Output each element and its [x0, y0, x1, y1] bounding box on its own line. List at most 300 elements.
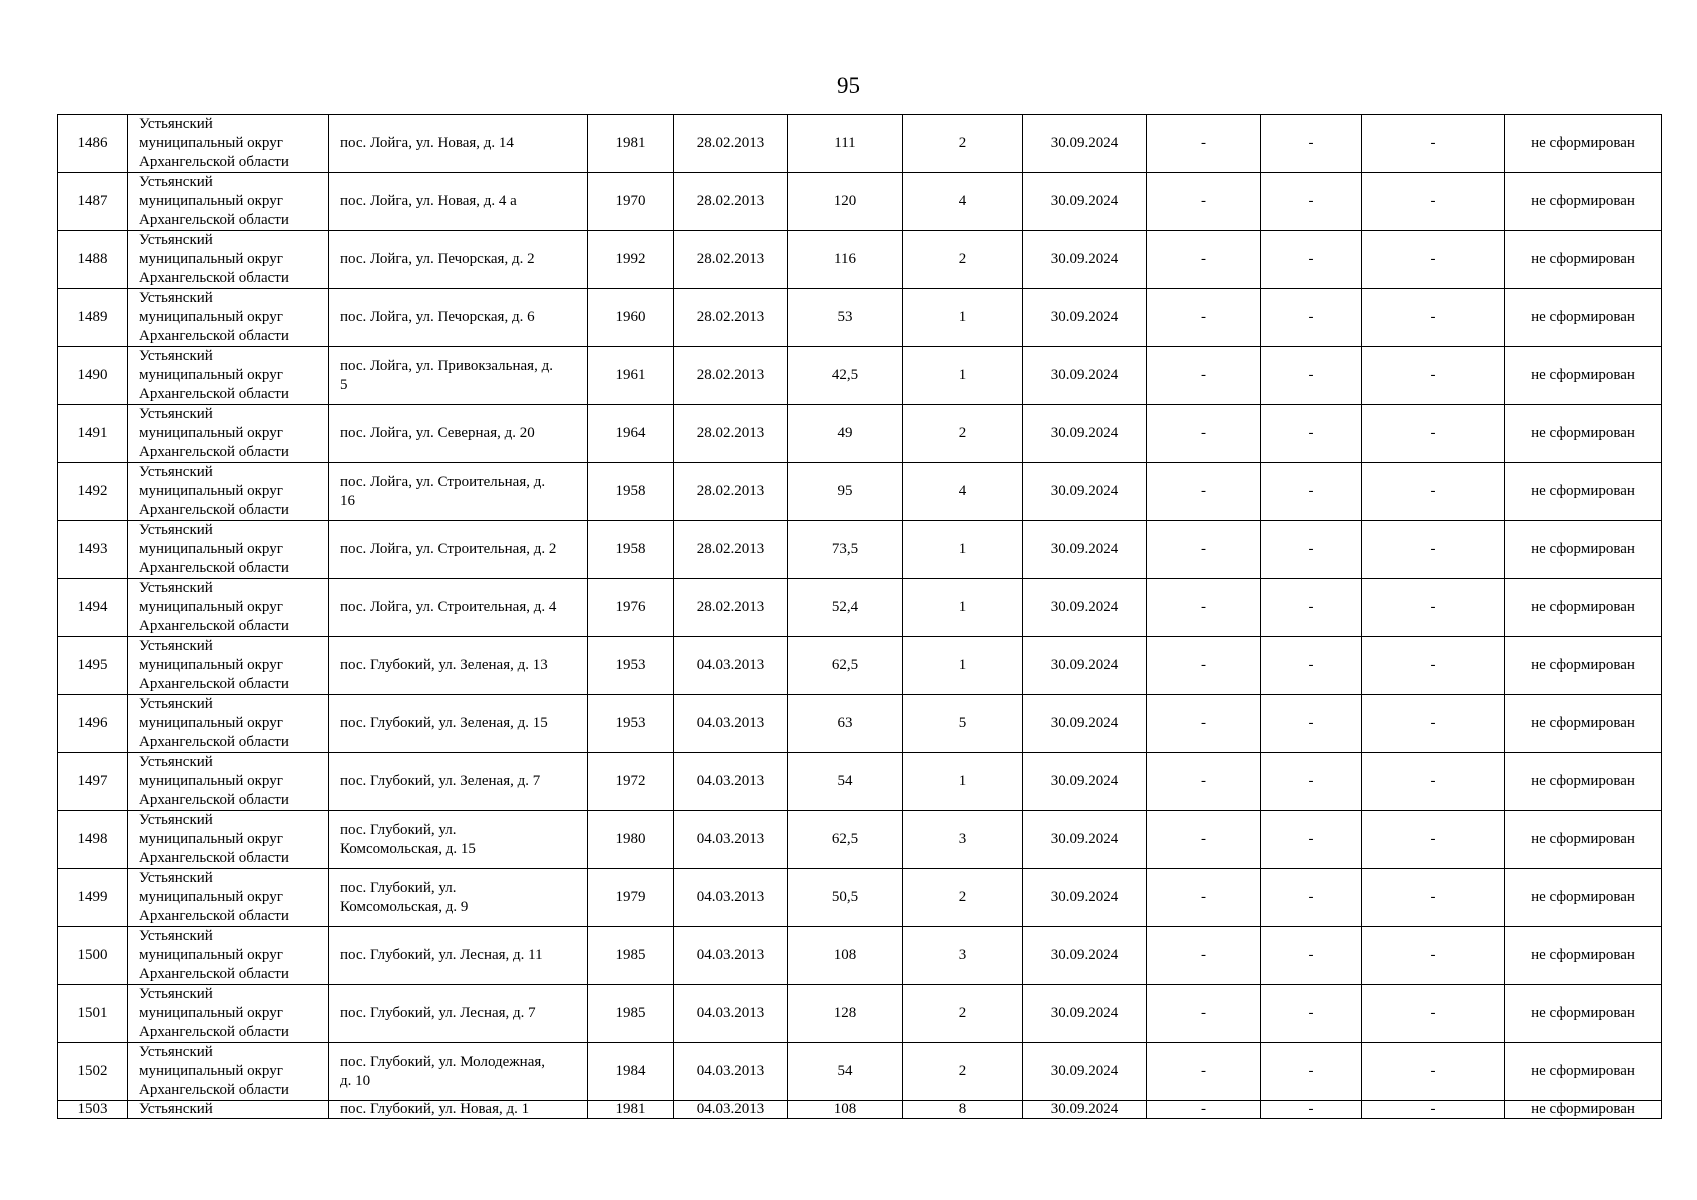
municipality-line: Устьянский	[139, 1101, 213, 1117]
municipality-line: Устьянский	[139, 232, 213, 248]
municipality-line: Устьянский	[139, 290, 213, 306]
empty-cell-12: -	[1362, 927, 1505, 985]
municipality-cell	[128, 347, 329, 405]
municipality-line: муниципальный округ	[139, 715, 283, 731]
municipality-line: муниципальный округ	[139, 599, 283, 615]
row-number-cell: 1490	[58, 347, 128, 405]
address-line: пос. Глубокий, ул. Зеленая, д. 13	[340, 657, 548, 673]
municipality-line: Устьянский	[139, 812, 213, 828]
address-cell	[329, 405, 588, 463]
address-cell	[329, 173, 588, 231]
municipality-line: Устьянский	[139, 522, 213, 538]
deadline-date-cell: 30.09.2024	[1023, 637, 1147, 695]
recognition-date-cell: 28.02.2013	[674, 115, 788, 173]
empty-cell-11: -	[1261, 173, 1362, 231]
empty-cell-11: -	[1261, 579, 1362, 637]
page-number: 95	[837, 73, 860, 98]
municipality-cell	[128, 463, 329, 521]
area-cell: 62,5	[788, 637, 903, 695]
municipality-line: Устьянский	[139, 406, 213, 422]
municipality-line: муниципальный округ	[139, 773, 283, 789]
address-line: пос. Лойга, ул. Привокзальная, д.	[340, 357, 553, 374]
empty-cell-11: -	[1261, 1043, 1362, 1101]
empty-cell-12: -	[1362, 1101, 1505, 1119]
municipality-cell	[128, 811, 329, 869]
municipality-line: Архангельской области	[139, 560, 289, 576]
municipality-line: муниципальный округ	[139, 135, 283, 151]
area-cell: 108	[788, 1101, 903, 1119]
table-row	[58, 173, 1662, 231]
address-line: пос. Лойга, ул. Новая, д. 14	[340, 135, 514, 151]
empty-cell-10: -	[1147, 405, 1261, 463]
status-cell: не сформирован	[1505, 927, 1662, 985]
build-year-cell: 1964	[588, 405, 674, 463]
deadline-date-cell: 30.09.2024	[1023, 1043, 1147, 1101]
row-number-cell: 1493	[58, 521, 128, 579]
address-line: 5	[340, 376, 348, 393]
build-year-cell: 1985	[588, 927, 674, 985]
address-line: пос. Лойга, ул. Северная, д. 20	[340, 425, 535, 441]
address-line: пос. Глубокий, ул. Лесная, д. 7	[340, 1005, 536, 1021]
empty-cell-12: -	[1362, 1043, 1505, 1101]
area-cell: 111	[788, 115, 903, 173]
deadline-date-cell: 30.09.2024	[1023, 463, 1147, 521]
municipality-line: Архангельской области	[139, 212, 289, 228]
address-cell	[329, 753, 588, 811]
municipality-cell	[128, 637, 329, 695]
empty-cell-10: -	[1147, 173, 1261, 231]
address-line: д. 10	[340, 1072, 371, 1089]
address-line: пос. Лойга, ул. Строительная, д. 4	[340, 599, 557, 615]
area-cell: 54	[788, 753, 903, 811]
address-cell	[329, 695, 588, 753]
area-cell: 95	[788, 463, 903, 521]
residents-count-cell: 1	[903, 521, 1023, 579]
municipality-line: Архангельской области	[139, 1082, 289, 1098]
empty-cell-12: -	[1362, 289, 1505, 347]
recognition-date-cell: 28.02.2013	[674, 463, 788, 521]
municipality-line: Устьянский	[139, 116, 213, 132]
recognition-date-cell: 28.02.2013	[674, 231, 788, 289]
area-cell: 116	[788, 231, 903, 289]
municipality-line: Архангельской области	[139, 328, 289, 344]
status-cell: не сформирован	[1505, 637, 1662, 695]
address-line: Комсомольская, д. 9	[340, 898, 469, 915]
municipality-line: муниципальный округ	[139, 947, 283, 963]
status-cell: не сформирован	[1505, 869, 1662, 927]
area-cell: 50,5	[788, 869, 903, 927]
status-cell: не сформирован	[1505, 753, 1662, 811]
empty-cell-11: -	[1261, 637, 1362, 695]
address-line: пос. Глубокий, ул. Лесная, д. 11	[340, 947, 543, 963]
build-year-cell: 1980	[588, 811, 674, 869]
row-number-cell: 1501	[58, 985, 128, 1043]
empty-cell-12: -	[1362, 463, 1505, 521]
empty-cell-11: -	[1261, 869, 1362, 927]
empty-cell-12: -	[1362, 405, 1505, 463]
empty-cell-10: -	[1147, 637, 1261, 695]
address-line: пос. Глубокий, ул. Зеленая, д. 15	[340, 715, 548, 731]
municipality-line: муниципальный округ	[139, 1005, 283, 1021]
area-cell: 62,5	[788, 811, 903, 869]
status-cell: не сформирован	[1505, 521, 1662, 579]
empty-cell-11: -	[1261, 463, 1362, 521]
municipality-cell	[128, 405, 329, 463]
area-cell: 73,5	[788, 521, 903, 579]
empty-cell-10: -	[1147, 695, 1261, 753]
area-cell: 54	[788, 1043, 903, 1101]
empty-cell-11: -	[1261, 985, 1362, 1043]
municipality-line: Архангельской области	[139, 1024, 289, 1040]
status-cell: не сформирован	[1505, 231, 1662, 289]
address-line: пос. Лойга, ул. Новая, д. 4 а	[340, 193, 517, 209]
empty-cell-10: -	[1147, 1043, 1261, 1101]
table-row	[58, 753, 1662, 811]
empty-cell-10: -	[1147, 1101, 1261, 1119]
municipality-line: Архангельской области	[139, 966, 289, 982]
residents-count-cell: 2	[903, 869, 1023, 927]
residents-count-cell: 5	[903, 695, 1023, 753]
housing-registry-table	[57, 114, 1662, 1119]
municipality-cell	[128, 695, 329, 753]
empty-cell-11: -	[1261, 231, 1362, 289]
municipality-line: Устьянский	[139, 870, 213, 886]
municipality-cell	[128, 985, 329, 1043]
deadline-date-cell: 30.09.2024	[1023, 173, 1147, 231]
municipality-line: муниципальный округ	[139, 541, 283, 557]
recognition-date-cell: 28.02.2013	[674, 405, 788, 463]
recognition-date-cell: 04.03.2013	[674, 811, 788, 869]
recognition-date-cell: 04.03.2013	[674, 637, 788, 695]
empty-cell-12: -	[1362, 173, 1505, 231]
municipality-cell	[128, 753, 329, 811]
municipality-line: Устьянский	[139, 174, 213, 190]
empty-cell-10: -	[1147, 579, 1261, 637]
municipality-cell	[128, 115, 329, 173]
row-number-cell: 1495	[58, 637, 128, 695]
empty-cell-12: -	[1362, 115, 1505, 173]
deadline-date-cell: 30.09.2024	[1023, 231, 1147, 289]
table-row	[58, 115, 1662, 173]
status-cell: не сформирован	[1505, 985, 1662, 1043]
municipality-cell	[128, 579, 329, 637]
municipality-line: Устьянский	[139, 580, 213, 596]
area-cell: 42,5	[788, 347, 903, 405]
empty-cell-10: -	[1147, 811, 1261, 869]
row-number-cell: 1496	[58, 695, 128, 753]
residents-count-cell: 2	[903, 115, 1023, 173]
empty-cell-11: -	[1261, 811, 1362, 869]
address-cell	[329, 347, 588, 405]
recognition-date-cell: 28.02.2013	[674, 579, 788, 637]
table-row	[58, 1043, 1662, 1101]
address-line: пос. Глубокий, ул. Молодежная,	[340, 1053, 545, 1070]
deadline-date-cell: 30.09.2024	[1023, 811, 1147, 869]
address-cell	[329, 927, 588, 985]
residents-count-cell: 8	[903, 1101, 1023, 1119]
empty-cell-10: -	[1147, 347, 1261, 405]
municipality-cell	[128, 927, 329, 985]
empty-cell-11: -	[1261, 521, 1362, 579]
status-cell: не сформирован	[1505, 173, 1662, 231]
empty-cell-12: -	[1362, 231, 1505, 289]
recognition-date-cell: 28.02.2013	[674, 521, 788, 579]
empty-cell-12: -	[1362, 695, 1505, 753]
residents-count-cell: 1	[903, 579, 1023, 637]
empty-cell-11: -	[1261, 695, 1362, 753]
deadline-date-cell: 30.09.2024	[1023, 347, 1147, 405]
row-number-cell: 1499	[58, 869, 128, 927]
status-cell: не сформирован	[1505, 1043, 1662, 1101]
address-line: пос. Глубокий, ул. Зеленая, д. 7	[340, 773, 541, 789]
municipality-line: Устьянский	[139, 1044, 213, 1060]
municipality-line: муниципальный округ	[139, 193, 283, 209]
municipality-line: Устьянский	[139, 696, 213, 712]
recognition-date-cell: 04.03.2013	[674, 1043, 788, 1101]
build-year-cell: 1970	[588, 173, 674, 231]
residents-count-cell: 4	[903, 463, 1023, 521]
recognition-date-cell: 04.03.2013	[674, 927, 788, 985]
deadline-date-cell: 30.09.2024	[1023, 579, 1147, 637]
municipality-cell	[128, 1043, 329, 1101]
municipality-cell	[128, 869, 329, 927]
area-cell: 63	[788, 695, 903, 753]
deadline-date-cell: 30.09.2024	[1023, 1101, 1147, 1119]
municipality-line: Устьянский	[139, 928, 213, 944]
deadline-date-cell: 30.09.2024	[1023, 405, 1147, 463]
address-line: пос. Глубокий, ул. Новая, д. 1	[340, 1101, 530, 1117]
table-row	[58, 521, 1662, 579]
address-line: пос. Лойга, ул. Печорская, д. 6	[340, 309, 535, 325]
status-cell: не сформирован	[1505, 811, 1662, 869]
empty-cell-12: -	[1362, 985, 1505, 1043]
empty-cell-12: -	[1362, 869, 1505, 927]
address-cell	[329, 1101, 588, 1119]
status-cell: не сформирован	[1505, 463, 1662, 521]
municipality-line: Архангельской области	[139, 908, 289, 924]
table-row	[58, 637, 1662, 695]
residents-count-cell: 2	[903, 231, 1023, 289]
residents-count-cell: 1	[903, 637, 1023, 695]
empty-cell-10: -	[1147, 463, 1261, 521]
deadline-date-cell: 30.09.2024	[1023, 695, 1147, 753]
area-cell: 128	[788, 985, 903, 1043]
area-cell: 120	[788, 173, 903, 231]
municipality-line: муниципальный округ	[139, 889, 283, 905]
residents-count-cell: 1	[903, 289, 1023, 347]
build-year-cell: 1981	[588, 115, 674, 173]
municipality-line: Устьянский	[139, 754, 213, 770]
empty-cell-11: -	[1261, 289, 1362, 347]
empty-cell-12: -	[1362, 753, 1505, 811]
status-cell: не сформирован	[1505, 405, 1662, 463]
row-number-cell: 1486	[58, 115, 128, 173]
status-cell: не сформирован	[1505, 289, 1662, 347]
empty-cell-12: -	[1362, 521, 1505, 579]
build-year-cell: 1953	[588, 695, 674, 753]
table-row	[58, 579, 1662, 637]
municipality-cell	[128, 521, 329, 579]
status-cell: не сформирован	[1505, 347, 1662, 405]
residents-count-cell: 4	[903, 173, 1023, 231]
address-cell	[329, 289, 588, 347]
empty-cell-11: -	[1261, 405, 1362, 463]
municipality-line: Архангельской области	[139, 502, 289, 518]
municipality-cell	[128, 1101, 329, 1119]
residents-count-cell: 2	[903, 985, 1023, 1043]
municipality-line: муниципальный округ	[139, 425, 283, 441]
address-line: пос. Лойга, ул. Печорская, д. 2	[340, 251, 535, 267]
address-line: пос. Лойга, ул. Строительная, д. 2	[340, 541, 557, 557]
residents-count-cell: 2	[903, 405, 1023, 463]
build-year-cell: 1953	[588, 637, 674, 695]
municipality-line: муниципальный округ	[139, 251, 283, 267]
empty-cell-10: -	[1147, 231, 1261, 289]
address-cell	[329, 1043, 588, 1101]
recognition-date-cell: 28.02.2013	[674, 289, 788, 347]
empty-cell-11: -	[1261, 927, 1362, 985]
status-cell: не сформирован	[1505, 115, 1662, 173]
municipality-line: Архангельской области	[139, 618, 289, 634]
build-year-cell: 1979	[588, 869, 674, 927]
area-cell: 52,4	[788, 579, 903, 637]
municipality-line: муниципальный округ	[139, 657, 283, 673]
municipality-line: Устьянский	[139, 986, 213, 1002]
area-cell: 49	[788, 405, 903, 463]
empty-cell-12: -	[1362, 579, 1505, 637]
address-cell	[329, 985, 588, 1043]
deadline-date-cell: 30.09.2024	[1023, 869, 1147, 927]
row-number-cell: 1487	[58, 173, 128, 231]
empty-cell-11: -	[1261, 115, 1362, 173]
row-number-cell: 1498	[58, 811, 128, 869]
table-row	[58, 405, 1662, 463]
address-cell	[329, 869, 588, 927]
address-cell	[329, 811, 588, 869]
empty-cell-10: -	[1147, 869, 1261, 927]
build-year-cell: 1992	[588, 231, 674, 289]
municipality-line: Архангельской области	[139, 792, 289, 808]
municipality-line: Архангельской области	[139, 444, 289, 460]
deadline-date-cell: 30.09.2024	[1023, 985, 1147, 1043]
address-cell	[329, 521, 588, 579]
address-cell	[329, 231, 588, 289]
deadline-date-cell: 30.09.2024	[1023, 753, 1147, 811]
residents-count-cell: 3	[903, 927, 1023, 985]
empty-cell-11: -	[1261, 753, 1362, 811]
build-year-cell: 1976	[588, 579, 674, 637]
deadline-date-cell: 30.09.2024	[1023, 115, 1147, 173]
area-cell: 53	[788, 289, 903, 347]
empty-cell-12: -	[1362, 811, 1505, 869]
row-number-cell: 1494	[58, 579, 128, 637]
table-row	[58, 463, 1662, 521]
municipality-line: муниципальный округ	[139, 831, 283, 847]
deadline-date-cell: 30.09.2024	[1023, 927, 1147, 985]
empty-cell-11: -	[1261, 1101, 1362, 1119]
empty-cell-10: -	[1147, 115, 1261, 173]
build-year-cell: 1960	[588, 289, 674, 347]
table-row	[58, 985, 1662, 1043]
table-row	[58, 347, 1662, 405]
empty-cell-11: -	[1261, 347, 1362, 405]
build-year-cell: 1961	[588, 347, 674, 405]
empty-cell-10: -	[1147, 521, 1261, 579]
municipality-line: Устьянский	[139, 638, 213, 654]
residents-count-cell: 1	[903, 347, 1023, 405]
empty-cell-12: -	[1362, 347, 1505, 405]
build-year-cell: 1985	[588, 985, 674, 1043]
municipality-line: Архангельской области	[139, 676, 289, 692]
empty-cell-10: -	[1147, 927, 1261, 985]
row-number-cell: 1492	[58, 463, 128, 521]
row-number-cell: 1500	[58, 927, 128, 985]
table-row	[58, 869, 1662, 927]
table-row	[58, 1101, 1662, 1119]
status-cell: не сформирован	[1505, 695, 1662, 753]
municipality-line: муниципальный округ	[139, 1063, 283, 1079]
residents-count-cell: 1	[903, 753, 1023, 811]
empty-cell-12: -	[1362, 637, 1505, 695]
row-number-cell: 1489	[58, 289, 128, 347]
recognition-date-cell: 04.03.2013	[674, 869, 788, 927]
build-year-cell: 1984	[588, 1043, 674, 1101]
address-cell	[329, 463, 588, 521]
row-number-cell: 1503	[58, 1101, 128, 1119]
empty-cell-10: -	[1147, 289, 1261, 347]
residents-count-cell: 3	[903, 811, 1023, 869]
municipality-line: Архангельской области	[139, 154, 289, 170]
empty-cell-10: -	[1147, 753, 1261, 811]
empty-cell-10: -	[1147, 985, 1261, 1043]
municipality-cell	[128, 173, 329, 231]
municipality-cell	[128, 289, 329, 347]
table-row	[58, 811, 1662, 869]
address-cell	[329, 637, 588, 695]
row-number-cell: 1497	[58, 753, 128, 811]
municipality-line: Архангельской области	[139, 386, 289, 402]
row-number-cell: 1488	[58, 231, 128, 289]
municipality-line: Архангельской области	[139, 850, 289, 866]
status-cell: не сформирован	[1505, 1101, 1662, 1119]
row-number-cell: 1491	[58, 405, 128, 463]
address-cell	[329, 115, 588, 173]
address-line: пос. Лойга, ул. Строительная, д.	[340, 473, 546, 490]
municipality-line: Устьянский	[139, 464, 213, 480]
recognition-date-cell: 04.03.2013	[674, 753, 788, 811]
build-year-cell: 1958	[588, 463, 674, 521]
recognition-date-cell: 28.02.2013	[674, 347, 788, 405]
municipality-line: Архангельской области	[139, 734, 289, 750]
recognition-date-cell: 04.03.2013	[674, 985, 788, 1043]
recognition-date-cell: 28.02.2013	[674, 173, 788, 231]
municipality-line: Архангельской области	[139, 270, 289, 286]
address-cell	[329, 579, 588, 637]
address-line: пос. Глубокий, ул.	[340, 821, 457, 838]
table-row	[58, 289, 1662, 347]
municipality-line: Устьянский	[139, 348, 213, 364]
recognition-date-cell: 04.03.2013	[674, 1101, 788, 1119]
address-line: пос. Глубокий, ул.	[340, 879, 457, 896]
address-line: Комсомольская, д. 15	[340, 840, 476, 857]
address-line: 16	[340, 492, 355, 509]
table-row	[58, 927, 1662, 985]
municipality-line: муниципальный округ	[139, 367, 283, 383]
municipality-cell	[128, 231, 329, 289]
municipality-line: муниципальный округ	[139, 309, 283, 325]
deadline-date-cell: 30.09.2024	[1023, 289, 1147, 347]
municipality-line: муниципальный округ	[139, 483, 283, 499]
